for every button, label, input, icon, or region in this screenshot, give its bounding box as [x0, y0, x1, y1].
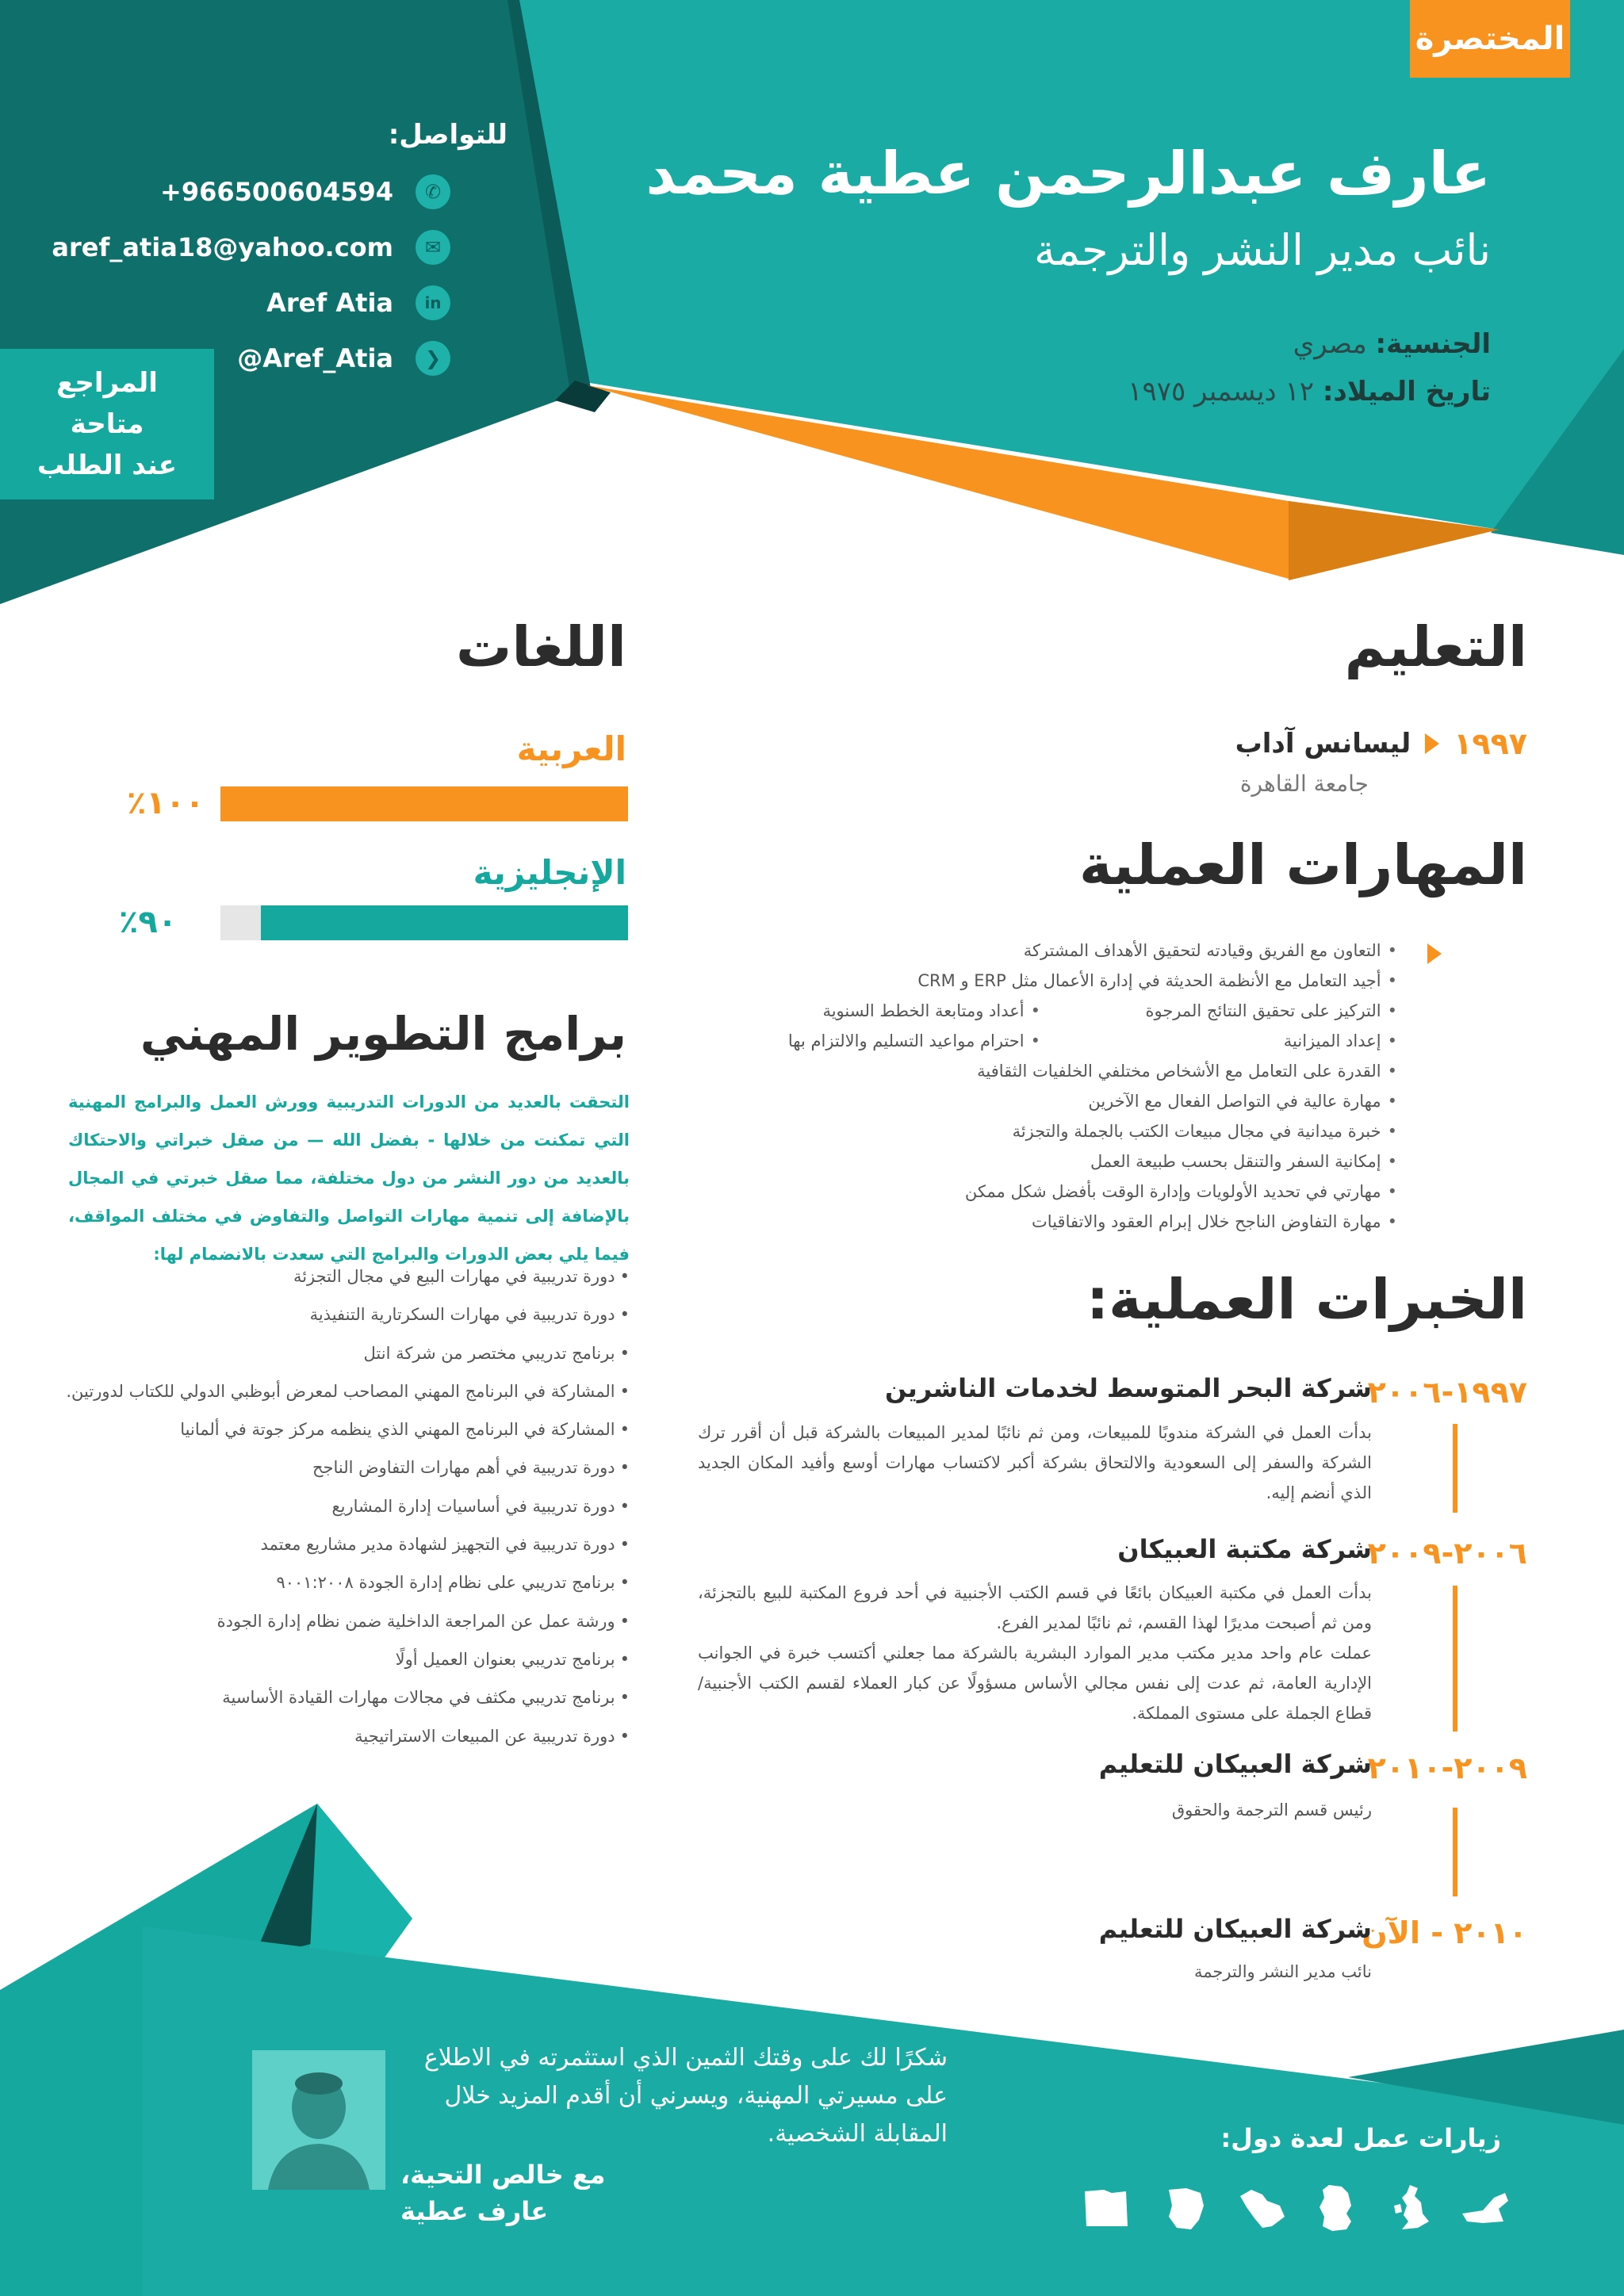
languages-heading: اللغات [456, 614, 626, 679]
education-degree: ليسانس آداب [1235, 728, 1411, 760]
skill-pair-row [684, 1026, 1397, 1056]
uae-map-icon [1459, 2182, 1511, 2234]
linkedin-icon: in [416, 285, 450, 320]
linkedin-name[interactable]: Aref Atia [266, 288, 393, 318]
development-item: • المشاركة في البرنامج المهني الذي ينظمه مركز جوتة في ألمانيا [68, 1410, 630, 1448]
timeline-line [1453, 1808, 1457, 1896]
language-name-english: الإنجليزية [473, 853, 626, 892]
birthdate-row [1128, 376, 1491, 408]
skill-item: • أعداد ومتابعة الخطط السنوية [684, 996, 1040, 1026]
experience-heading: الخبرات العملية: [1086, 1267, 1527, 1332]
experience-years: ٢٠٠٩-٢٠١٠ [1367, 1751, 1527, 1785]
development-item: • دورة تدريبية في مهارات البيع في مجال التجزئة [68, 1257, 630, 1295]
skill-item: • احترام مواعيد التسليم والالتزام بها [684, 1026, 1040, 1056]
skill-item: • إمكانية السفر والتنقل بحسب طبيعة العمل [684, 1146, 1397, 1177]
arrow-icon [1425, 733, 1439, 754]
language-bar-track [220, 786, 628, 821]
nationality-label: الجنسية: [1375, 328, 1491, 360]
skill-item: • أجيد التعامل مع الأنظمة الحديثة في إدارة الأعمال مثل ERP و CRM [684, 966, 1397, 996]
development-item: • دورة تدريبية عن المبيعات الاستراتيجية [68, 1717, 630, 1755]
development-item: • دورة تدريبية في التجهيز لشهادة مدير مشاريع معتمد [68, 1525, 630, 1563]
development-item: • دورة تدريبية في مهارات السكرتارية التنفيذية [68, 1295, 630, 1334]
phone-icon: ✆ [416, 174, 450, 209]
language-name-arabic: العربية [516, 729, 626, 768]
twitter-icon: ❯ [416, 341, 450, 376]
experience-description: عملت عام واحد مدير مكتب مدير الموارد البشرية بالشركة مما جعلني أكتسب خبرة في الجوانب الإدارية العامة، ثم عدت إلى نفس مجالي الأساس مسؤولًا عن كبار العملاء لقسم الكتب الأجنبية/قطاع الجملة على مستوى المملكة. [698, 1644, 1372, 1723]
skill-item: • مهارتي في تحديد الأولويات وإدارة الوقت بأفضل شكل ممكن [684, 1177, 1397, 1207]
references-box [0, 349, 214, 499]
person-name: عارف عبدالرحمن عطية محمد [645, 140, 1491, 208]
profile-photo [252, 2050, 385, 2190]
summary-badge: المختصرة [1410, 0, 1570, 78]
experience-description: نائب مدير النشر والترجمة [1193, 1962, 1372, 1981]
experience-description: رئيس قسم الترجمة والحقوق [1171, 1800, 1372, 1820]
skills-arrow-icon [1427, 943, 1442, 964]
development-item: • دورة تدريبية في أهم مهارات التفاوض الناجح [68, 1448, 630, 1487]
visits-label: زيارات عمل لعدة دول: [1220, 2123, 1501, 2153]
signature-line-1: مع خالص التحية، [400, 2160, 606, 2190]
email-icon: ✉ [416, 230, 450, 265]
experience-years [1362, 1915, 1527, 1950]
skill-item: • التركيز على تحقيق النتائج المرجوة [1040, 996, 1397, 1026]
contact-phone-row[interactable] [160, 174, 450, 209]
education-school: جامعة القاهرة [1239, 771, 1369, 797]
references-line-3: عند الطلب [37, 450, 177, 481]
experience-years: ١٩٩٧-٢٠٠٦ [1367, 1375, 1527, 1410]
education-row [1235, 726, 1527, 761]
references-line-2: متاحة [70, 408, 144, 440]
birthdate-label: تاريخ الميلاد: [1322, 376, 1491, 408]
language-bar-track [220, 905, 628, 940]
development-item: • المشاركة في البرنامج المهني المصاحب لمعرض أبوظبي الدولي للكتاب لدورتين. [68, 1372, 630, 1410]
germany-map-icon [1310, 2182, 1362, 2234]
skills-heading: المهارات العملية [1078, 832, 1527, 897]
experience-years-now: الآن [1362, 1915, 1420, 1950]
signature-line-2: عارف عطية [400, 2196, 549, 2226]
experience-company: شركة العبيكان للتعليم [1098, 1749, 1372, 1779]
job-title: نائب مدير النشر والترجمة [1033, 225, 1491, 275]
skill-item: • خبرة ميدانية في مجال مبيعات الكتب بالجملة والتجزئة [684, 1116, 1397, 1146]
language-percent-english: ٩٠٪ [119, 904, 178, 940]
development-intro: التحقت بالعديد من الدورات التدريبية وورش العمل والبرامج المهنية التي تمكنت من خلالها - بفضل الله — من صقل خبراتي والاحتكاك بالعديد من دور النشر من دول مختلفة، مما صقل خبرتي في المجال بالإضافة إلى تنمية مهارات التواصل والتفاوض في مختلف المواقف، فيما يلي بعض الدورات والبرامج التي سعدت بالانضمام لها: [68, 1093, 630, 1264]
timeline-line [1453, 1586, 1457, 1732]
lebanon-map-icon [1159, 2182, 1212, 2234]
language-bar-fill-english [261, 905, 628, 940]
experience-description: بدأت العمل في الشركة مندوبًا للمبيعات، ومن ثم نائبًا لمدير المبيعات بالشركة قبل أن أقرر ترك الشركة والسفر إلى السعودية والالتحاق بشركة أكبر لاكتساب مهارات أوسع وأفيد المكان الجديد الذي أنضم إليه. [698, 1423, 1372, 1502]
contact-label: للتواصل: [388, 119, 508, 151]
nationality-value: مصري [1293, 328, 1367, 360]
education-year: ١٩٩٧ [1454, 726, 1527, 761]
contact-linkedin-row[interactable] [266, 285, 450, 320]
egypt-map-icon [1080, 2182, 1132, 2234]
experience-company: شركة البحر المتوسط لخدمات الناشرين [884, 1373, 1372, 1403]
birthdate-value: ١٢ ديسمبر ١٩٧٥ [1128, 376, 1315, 408]
thanks-message: شكرًا لك على وقتك الثمين الذي استثمرته في الاطلاع على مسيرتي المهنية، ويسرني أن أقدم المزيد خلال المقابلة الشخصية. [423, 2044, 948, 2148]
development-item: • ورشة عمل عن المراجعة الداخلية ضمن نظام إدارة الجودة [68, 1602, 630, 1640]
development-item: • برنامج تدريبي على نظام إدارة الجودة ٩٠٠١:٢٠٠٨ [68, 1563, 630, 1601]
nationality-row [1293, 328, 1491, 360]
development-list [68, 1257, 630, 1755]
development-item: • دورة تدريبية في أساسيات إدارة المشاريع [68, 1487, 630, 1525]
development-item: • برنامج تدريبي بعنوان العميل أولًا [68, 1640, 630, 1678]
uk-map-icon [1386, 2182, 1438, 2234]
phone-number[interactable]: +966500604594 [160, 177, 393, 207]
timeline-line [1453, 1424, 1457, 1513]
development-item: • برنامج تدريبي مختصر من شركة انتل [68, 1334, 630, 1372]
email-address[interactable]: aref_atia18@yahoo.com [52, 232, 393, 262]
skill-item: • مهارة عالية في التواصل الفعال مع الآخرين [684, 1086, 1397, 1116]
development-heading: برامج التطوير المهني [140, 1007, 626, 1061]
development-item: • برنامج تدريبي مكثف في مجالات مهارات القيادة الأساسية [68, 1678, 630, 1716]
twitter-handle[interactable]: @Aref_Atia [237, 343, 393, 373]
experience-years-start: ٢٠١٠ - [1419, 1915, 1527, 1950]
skills-list [684, 936, 1397, 1237]
experience-company: شركة مكتبة العبيكان [1117, 1534, 1372, 1564]
skill-item: • مهارة التفاوض الناجح خلال إبرام العقود والاتفاقيات [684, 1207, 1397, 1237]
experience-company: شركة العبيكان للتعليم [1098, 1914, 1372, 1944]
contact-email-row[interactable] [52, 230, 450, 265]
language-bar-fill-arabic [220, 786, 628, 821]
education-heading: التعليم [1344, 614, 1527, 679]
saudi-map-icon [1235, 2182, 1288, 2234]
experience-description: بدأت العمل في مكتبة العبيكان بائعًا في قسم الكتب الأجنبية في أحد فروع المكتبة للبيع بالتجزئة، ومن ثم أصبحت مديرًا لهذا القسم، ثم نائبًا لمدير الفرع. [698, 1583, 1372, 1632]
contact-twitter-row[interactable] [237, 341, 450, 376]
skill-item: • إعداد الميزانية [1040, 1026, 1397, 1056]
language-percent-arabic: ١٠٠٪ [127, 785, 205, 821]
skill-pair-row [684, 996, 1397, 1026]
references-line-1: المراجع [56, 367, 158, 399]
experience-years: ٢٠٠٦-٢٠٠٩ [1367, 1536, 1527, 1571]
skill-item: • القدرة على التعامل مع الأشخاص مختلفي الخلفيات الثقافية [684, 1056, 1397, 1086]
skill-item: • التعاون مع الفريق وقيادته لتحقيق الأهداف المشتركة [684, 936, 1397, 966]
